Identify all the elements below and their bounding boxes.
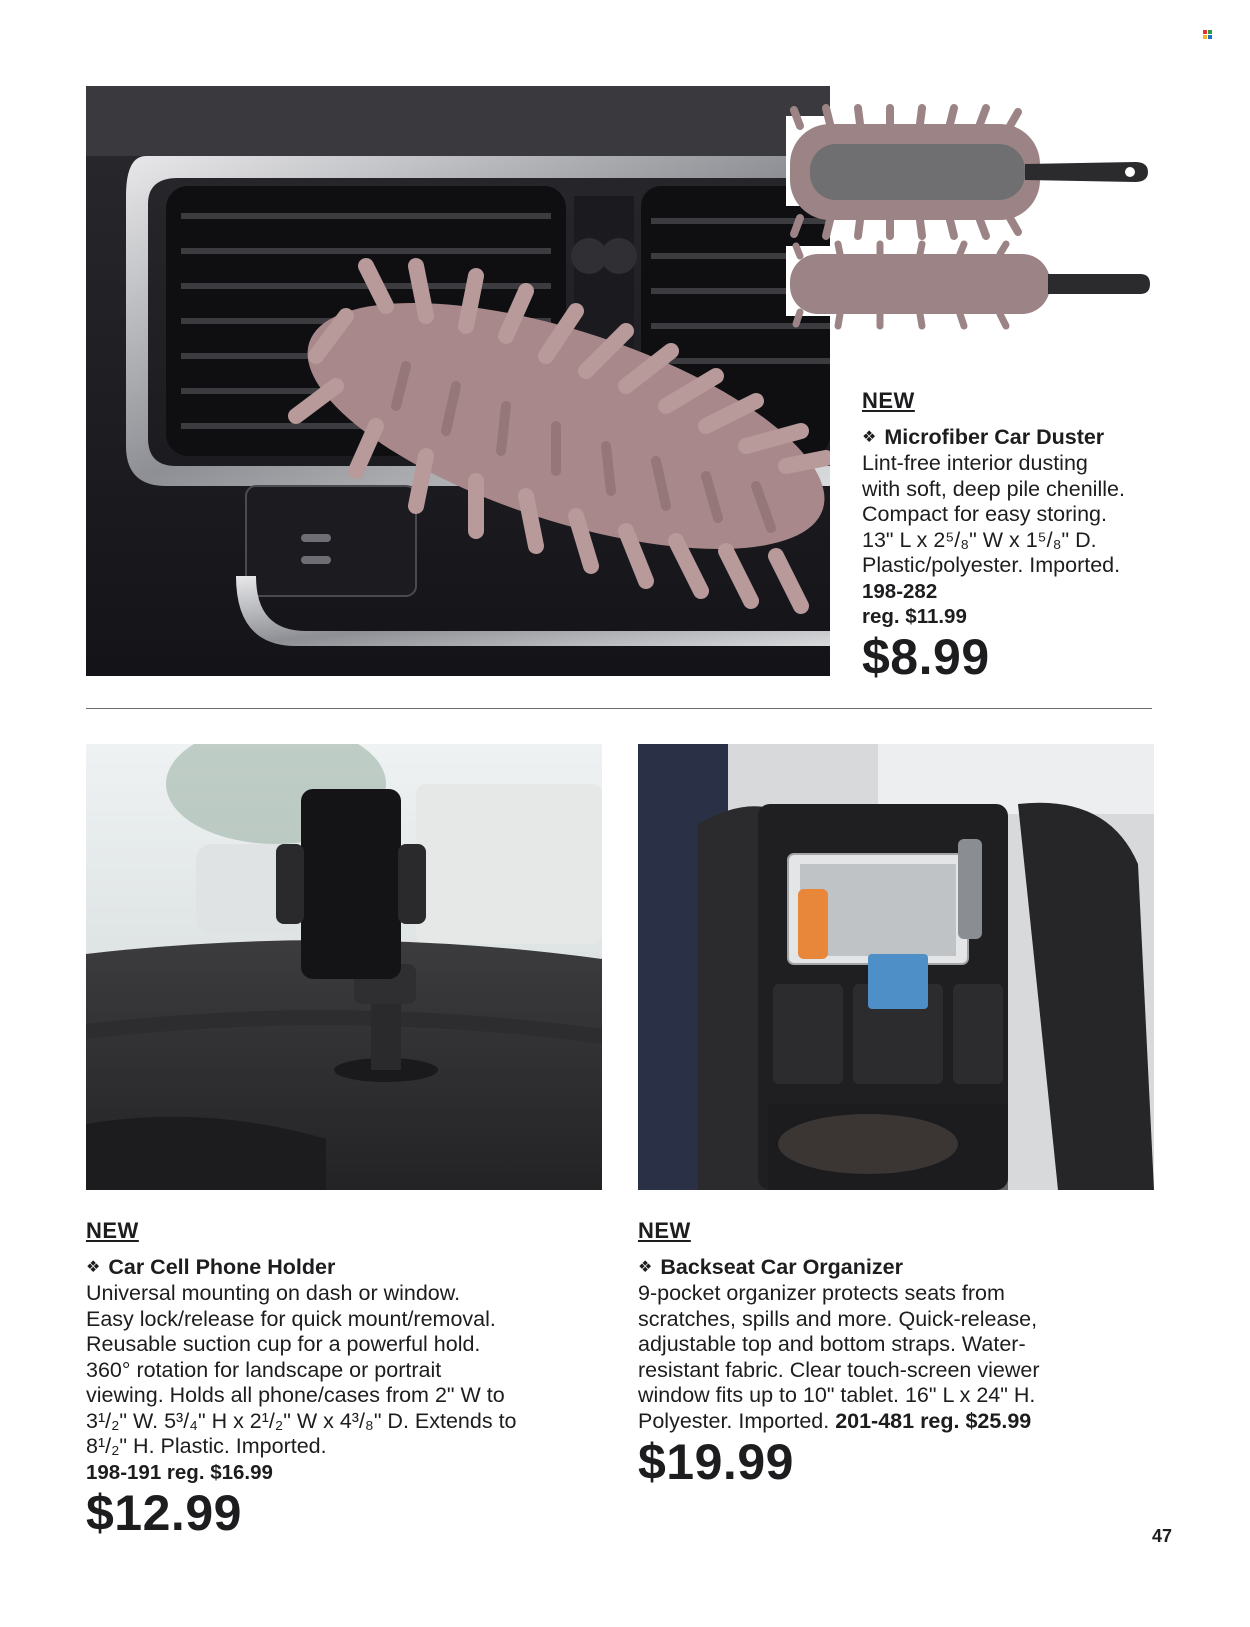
- phone-holder-photo: [86, 744, 602, 1190]
- new-label: NEW: [638, 1218, 691, 1243]
- product-description-text: 9-pocket organizer protects seats from scratches, spills and more. Quick-release, adjustable top and bottom straps. Water- resistant fabric. Clear touch-screen viewer window fits up to 10" tablet. 16" L x 24" H. Polyester. Imported.: [638, 1281, 1040, 1433]
- diamond-bullet-icon: ❖: [862, 429, 877, 446]
- product-title: [86, 1254, 606, 1281]
- product-sku-reg: 201-481 reg. $25.99: [835, 1408, 1032, 1433]
- product-title-text: Car Cell Phone Holder: [108, 1255, 336, 1279]
- diamond-bullet-icon: ❖: [638, 1259, 653, 1276]
- organizer-info: [638, 1218, 1138, 1488]
- product-description: Lint-free interior dusting with soft, deep pile chenille. Compact for easy storing. 13" L x 2⁵/₈" W x 1⁵/₈" D. Plastic/polyester. Imported.: [862, 451, 1125, 577]
- phone-holder-info: [86, 1218, 606, 1539]
- sale-price: $12.99: [86, 1484, 242, 1541]
- page-number: 47: [1152, 1526, 1173, 1546]
- duster-photo: [86, 86, 830, 676]
- product-description: [638, 1281, 1138, 1434]
- corner-logo: [1203, 30, 1213, 40]
- sale-price: $8.99: [862, 628, 990, 685]
- sale-price: $19.99: [638, 1434, 794, 1490]
- product-title-text: Microfiber Car Duster: [884, 425, 1105, 449]
- duster-product-image: [780, 104, 1170, 334]
- organizer-photo: [638, 744, 1154, 1190]
- diamond-bullet-icon: ❖: [86, 1259, 101, 1276]
- regular-price: reg. $11.99: [862, 604, 967, 628]
- product-sku-reg: 198-191 reg. $16.99: [86, 1460, 273, 1484]
- section-divider: [86, 708, 1152, 709]
- product-description: Universal mounting on dash or window. Easy lock/release for quick mount/removal. Reusable suction cup for a powerful hold. 360° rotation for landscape or portrait viewing. Holds all phone/cases from 2" W to 3¹/₂" W. 5³/₄" H x 2¹/₂" W x 4³/₈" D. Extends to 8¹/₂" H. Plastic. Imported.: [86, 1281, 517, 1458]
- product-title-text: Backseat Car Organizer: [660, 1255, 903, 1279]
- product-sku: 198-282: [862, 579, 938, 603]
- new-label: NEW: [86, 1218, 139, 1243]
- product-title: [862, 424, 1192, 451]
- duster-info: [862, 388, 1192, 683]
- new-label: NEW: [862, 388, 915, 413]
- product-title: [638, 1254, 1138, 1281]
